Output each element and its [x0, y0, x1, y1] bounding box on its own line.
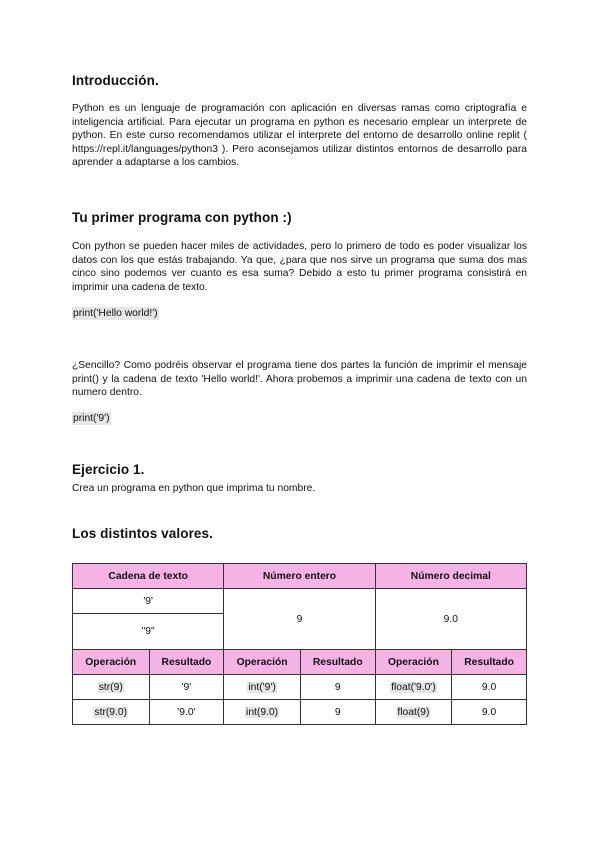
- int-example: 9: [224, 589, 375, 650]
- intro-heading: Introducción.: [72, 73, 159, 88]
- operation-code: float(9): [397, 706, 430, 718]
- values-table: [72, 563, 527, 725]
- sencillo-paragraph: ¿Sencillo? Como podréis observar el programa tiene dos partes la función de imprimir el mensaje print() y la cadena de texto 'Hello world!'. Ahora probemos a imprimir una cadena de texto con un numero dentro.: [72, 360, 527, 399]
- table-row: [73, 700, 527, 725]
- subheader-resultado: Resultado: [452, 650, 527, 675]
- header-entero: Número entero: [224, 564, 375, 589]
- string-example-double: "9": [73, 614, 224, 650]
- code-snippet-nine: print('9'): [73, 413, 110, 424]
- operation-cell: [73, 700, 150, 725]
- first-program-heading: Tu primer programa con python :): [72, 210, 292, 225]
- operation-code: str(9.0): [94, 706, 128, 718]
- subheader-operacion: Operación: [224, 650, 301, 675]
- exercise-text: Crea un programa en python que imprima tu nombre.: [72, 483, 316, 494]
- result-cell: 9.0: [452, 675, 527, 700]
- subheader-operacion: Operación: [73, 650, 150, 675]
- operation-code: str(9): [98, 681, 123, 693]
- values-heading: Los distintos valores.: [72, 526, 213, 541]
- exercise-heading: Ejercicio 1.: [72, 462, 145, 477]
- subheader-operacion: Operación: [375, 650, 452, 675]
- table-row: [73, 589, 527, 614]
- operation-code: int(9.0): [246, 706, 279, 718]
- result-cell: 9.0: [452, 700, 527, 725]
- table-subheader-row: [73, 650, 527, 675]
- header-decimal: Número decimal: [375, 564, 526, 589]
- header-cadena: Cadena de texto: [73, 564, 224, 589]
- intro-paragraph: Python es un lenguaje de programación con aplicación en diversas ramas como criptografía e inteligencia artificial. Para ejecutar un programa en python es necesario emplear un interprete de python. En este curso recomendamos utilizar el interprete del entorno de desarrollo online replit ( https://repl.it/languages/python3 ). Pero aconsejamos utilizar distintos entornos de desarrollo para aprender a adaptarse a los cambios.: [72, 103, 527, 169]
- subheader-resultado: Resultado: [149, 650, 224, 675]
- operation-code: float('9.0'): [391, 681, 436, 693]
- result-cell: 9: [300, 675, 375, 700]
- table-row: [73, 675, 527, 700]
- operation-cell: [375, 675, 452, 700]
- result-cell: '9.0': [149, 700, 224, 725]
- string-example-single: '9': [73, 589, 224, 614]
- operation-code: int('9'): [248, 681, 276, 693]
- table-header-row: [73, 564, 527, 589]
- operation-cell: [375, 700, 452, 725]
- code-snippet-hello: print('Hello world!'): [73, 308, 158, 319]
- operation-cell: [224, 675, 301, 700]
- result-cell: '9': [149, 675, 224, 700]
- operation-cell: [73, 675, 150, 700]
- operation-cell: [224, 700, 301, 725]
- result-cell: 9: [300, 700, 375, 725]
- first-program-paragraph: Con python se pueden hacer miles de actividades, pero lo primero de todo es poder visualizar los datos con los que estás trabajando. Ya que, ¿para que nos sirve un programa que suma dos mas cinco sino podemos ver cuanto es esa suma? Debido a esto tu primer programa consistirá en imprimir una cadena de texto.: [72, 241, 527, 293]
- float-example: 9.0: [375, 589, 526, 650]
- subheader-resultado: Resultado: [300, 650, 375, 675]
